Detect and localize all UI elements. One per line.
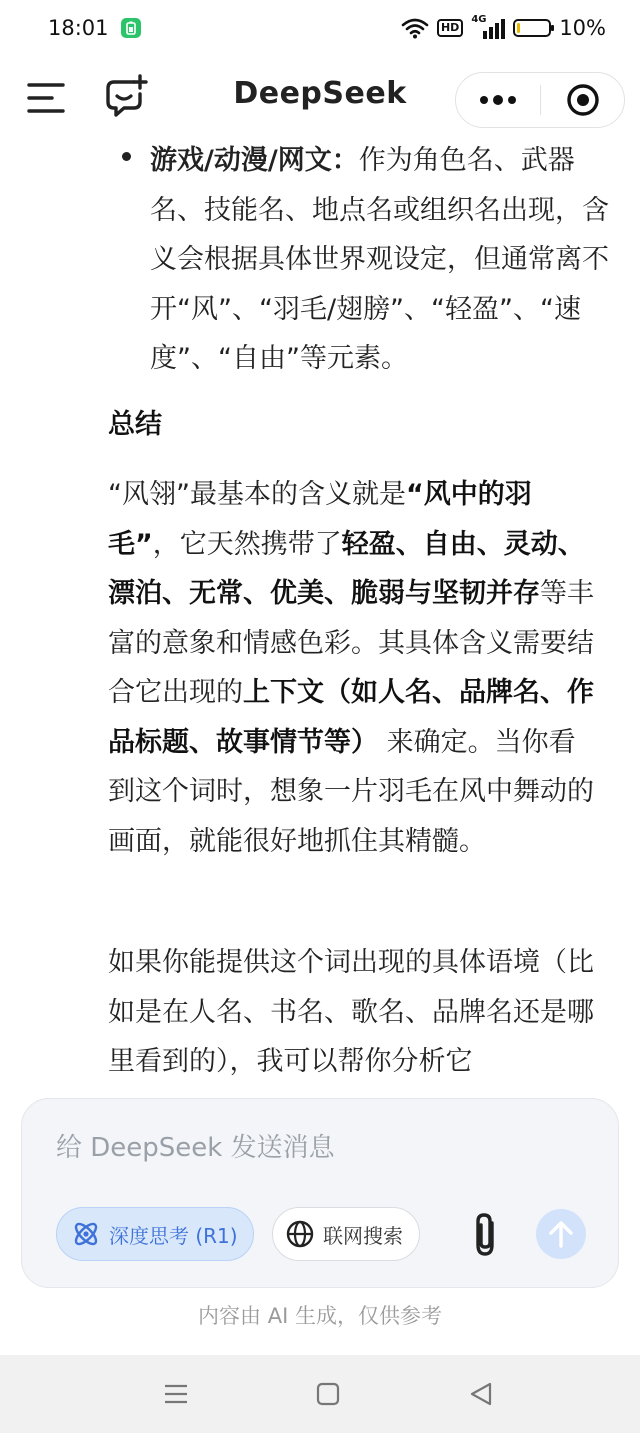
square-home-icon xyxy=(313,1379,343,1409)
bullet-dot xyxy=(122,152,131,161)
summary-text-3: 等丰富的意象和情感色彩。其具体含义需要结合它出现的 xyxy=(108,578,594,708)
hd-badge: HD xyxy=(437,19,463,37)
target-close-icon xyxy=(566,83,600,117)
more-options-button[interactable] xyxy=(456,73,540,127)
summary-bold-2: 轻盈、自由、灵动、漂泊、无常、优美、脆弱与坚韧并存 xyxy=(108,528,585,609)
battery-saver-icon xyxy=(121,18,141,38)
battery-percent: 10% xyxy=(559,16,606,40)
bullet-list-item xyxy=(150,136,610,384)
summary-bold-1: “风中的羽毛” xyxy=(108,479,532,560)
menu-lines-icon xyxy=(161,1379,191,1409)
triangle-back-icon xyxy=(466,1379,496,1409)
battery-icon xyxy=(513,19,551,37)
summary-text-2: ，它天然携带了 xyxy=(152,528,342,560)
summary-paragraph xyxy=(108,470,598,866)
close-mini-program-button[interactable] xyxy=(541,73,624,127)
bullet-text: 作为角色名、武器名、技能名、地点名或组织名出现，含义会根据具体世界观设定，但通常离不开“风”、“羽毛/翅膀”、“轻盈”、“速度”、“自由”等元素。 xyxy=(150,145,609,374)
deep-think-toggle[interactable] xyxy=(56,1207,254,1261)
wifi-icon xyxy=(401,17,429,39)
attach-file-button[interactable] xyxy=(466,1211,506,1259)
followup-paragraph: 如果你能提供这个词出现的具体语境（比如是在人名、书名、歌名、品牌名还是哪里看到的），我可以帮你分析它 xyxy=(108,947,594,1077)
ai-disclaimer: 内容由 AI 生成，仅供参考 xyxy=(198,1304,442,1328)
globe-icon xyxy=(285,1219,315,1249)
web-search-label: 联网搜索 xyxy=(323,1223,403,1248)
menu-button[interactable] xyxy=(26,78,66,118)
summary-text-1: “风翎”最基本的含义就是 xyxy=(108,479,406,510)
chat-message-area[interactable] xyxy=(0,134,640,1096)
signal-icon xyxy=(471,14,505,39)
app-title: DeepSeek xyxy=(233,76,407,111)
deep-think-label: 深度思考 (R1) xyxy=(109,1223,238,1248)
home-button[interactable] xyxy=(313,1379,343,1409)
paperclip-icon xyxy=(466,1211,506,1259)
message-composer xyxy=(21,1098,619,1288)
status-bar xyxy=(0,0,640,56)
summary-heading: 总结 xyxy=(108,409,162,440)
message-input[interactable]: 给 DeepSeek 发送消息 xyxy=(56,1133,335,1163)
network-type-label: 4G xyxy=(471,14,487,25)
hamburger-menu-icon xyxy=(26,78,66,118)
status-right xyxy=(401,16,606,40)
send-button[interactable] xyxy=(536,1209,586,1259)
status-left xyxy=(48,16,141,40)
back-button[interactable] xyxy=(466,1379,496,1409)
mini-program-capsule xyxy=(455,72,625,128)
status-time: 18:01 xyxy=(48,16,109,40)
atom-icon xyxy=(71,1219,101,1249)
bullet-label: 游戏/动漫/网文： xyxy=(150,145,359,176)
summary-bold-3: 上下文（如人名、品牌名、作品标题、故事情节等） xyxy=(108,677,594,758)
top-app-bar xyxy=(0,58,640,134)
more-dots-icon xyxy=(478,94,518,106)
new-chat-icon xyxy=(104,74,148,118)
arrow-up-icon xyxy=(548,1220,574,1248)
recent-apps-button[interactable] xyxy=(161,1379,191,1409)
web-search-toggle[interactable] xyxy=(272,1207,420,1261)
new-chat-button[interactable] xyxy=(104,74,148,118)
summary-text-4: 来确定。当你看到这个词时，想象一片羽毛在风中舞动的画面，就能很好地抓住其精髓。 xyxy=(108,726,594,857)
system-navigation-bar xyxy=(0,1355,640,1433)
